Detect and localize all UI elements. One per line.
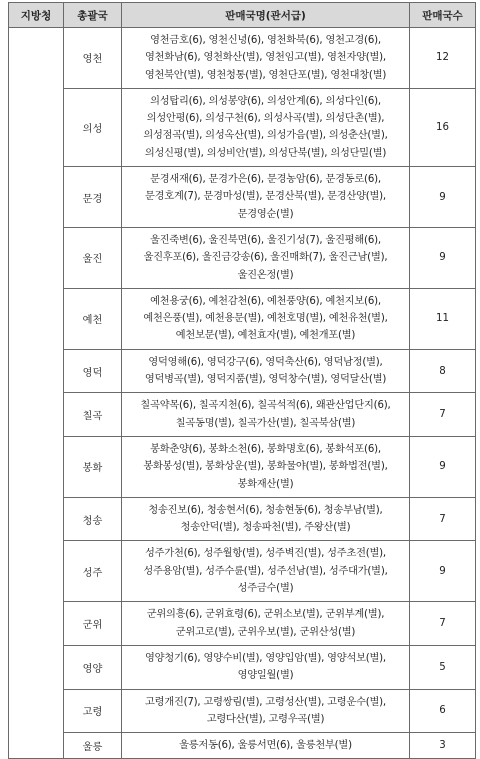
sellers-cell [122,288,410,349]
seller-line: 의성탑리(6), 의성봉양(6), 의성안계(6), 의성다인(6), [150,95,381,107]
count-cell: 16 [410,88,476,166]
seller-line: 의성점곡(별), 의성옥산(별), 의성가음(별), 의성춘산(별), [143,130,388,142]
sellers-cell [122,393,410,437]
count-cell: 9 [410,436,476,497]
count-cell: 6 [410,689,476,733]
seller-line: 영덕병곡(별), 영덕지품(별), 영덕창수(별), 영덕달산(별) [144,374,387,386]
seller-line: 봉화춘양(6), 봉화소천(6), 봉화명호(6), 봉화석포(6), [150,443,381,455]
sellers-cell [122,227,410,288]
seller-line: 영천북안(별), 영천청통(별), 영천단포(별), 영천대창(별) [144,69,387,81]
table-row [9,28,476,89]
seller-line: 고령개진(7), 고령쌍림(별), 고령성산(별), 고령운수(별), [145,696,386,708]
table-row [9,393,476,437]
office-cell: 의성 [64,88,122,166]
seller-line: 봉화봉성(별), 봉화상운(별), 봉화물야(별), 봉화법전(별), [143,461,388,473]
office-cell: 영양 [64,645,122,689]
count-cell: 5 [410,645,476,689]
seller-line: 예천보문(별), 예천효자(별), 예천개포(별) [175,330,356,342]
sellers-cell [122,436,410,497]
sales-office-table-container [8,2,475,759]
table-header-row [9,3,476,28]
office-cell: 영덕 [64,349,122,393]
table-row [9,349,476,393]
seller-line: 영천금호(6), 영천신녕(6), 영천화북(6), 영천고경(6), [150,35,381,46]
seller-line: 청송안덕(별), 청송파천(별), 주왕산(별) [180,522,351,534]
count-cell: 9 [410,227,476,288]
sellers-cell [122,602,410,646]
seller-line: 칠곡동명(별), 칠곡가산(별), 칠곡북삼(별) [175,417,356,429]
seller-line: 영천화남(6), 영천화산(별), 영천임고(별), 영천자양(별), [145,52,386,64]
seller-line: 봉화재산(별) [237,478,294,490]
sellers-cell [122,349,410,393]
seller-line: 군위고로(별), 군위우보(별), 군위산성(별) [175,626,356,638]
table-row [9,288,476,349]
seller-line: 문경호계(7), 문경마성(별), 문경산북(별), 문경산양(별), [145,191,386,203]
seller-line: 문경새재(6), 문경가은(6), 문경농암(6), 문경동로(6), [150,174,381,186]
seller-line: 성주금수(별) [237,583,294,595]
count-cell: 12 [410,28,476,89]
seller-line: 의성안평(6), 의성구천(6), 의성사곡(별), 의성단촌(별), [146,113,385,125]
count-cell: 9 [410,541,476,602]
office-cell: 청송 [64,497,122,541]
region-cell [9,28,64,759]
sellers-cell [122,167,410,228]
count-cell: 3 [410,733,476,759]
seller-line: 성주용암(별), 성주수륜(별), 성주선남(별), 성주대가(별), [143,565,388,577]
office-cell: 문경 [64,167,122,228]
table-row [9,167,476,228]
sellers-cell [122,645,410,689]
table-row [9,497,476,541]
table-row [9,733,476,759]
seller-line: 영양일월(별) [237,670,294,682]
seller-line: 문경영순(별) [237,208,294,220]
office-cell: 울진 [64,227,122,288]
header-count: 판매국수 [410,3,476,28]
seller-line: 고령다산(별), 고령우곡(별) [206,713,325,725]
sellers-cell [122,689,410,733]
count-cell: 8 [410,349,476,393]
office-cell: 울릉 [64,733,122,759]
seller-line: 칠곡약목(6), 칠곡지천(6), 칠곡석적(6), 왜관산업단지(6), [140,400,391,412]
sellers-cell [122,541,410,602]
count-cell: 7 [410,497,476,541]
table-row [9,88,476,166]
office-cell: 군위 [64,602,122,646]
header-office: 총괄국 [64,3,122,28]
header-sellers: 판매국명(관서급) [122,3,410,28]
table-row [9,541,476,602]
table-body [9,28,476,759]
office-cell: 영천 [64,28,122,89]
seller-line: 예천용궁(6), 예천감천(6), 예천풍양(6), 예천지보(6), [150,295,381,307]
seller-line: 영덕영해(6), 영덕강구(6), 영덕축산(6), 영덕남정(별), [148,356,383,368]
office-cell: 예천 [64,288,122,349]
seller-line: 성주가천(6), 성주월항(별), 성주벽진(별), 성주초전(별), [145,548,386,560]
header-region: 지방청 [9,3,64,28]
count-cell: 9 [410,167,476,228]
seller-line: 군위의흥(6), 군위효령(6), 군위소보(별), 군위부계(별), [146,609,385,621]
office-cell: 칠곡 [64,393,122,437]
seller-line: 울진후포(6), 울진금강송(6), 울진매화(7), 울진근남(별), [143,252,388,264]
office-cell: 봉화 [64,436,122,497]
count-cell: 7 [410,602,476,646]
count-cell: 7 [410,393,476,437]
sellers-cell [122,733,410,759]
table-row [9,436,476,497]
seller-line: 청송진보(6), 청송현서(6), 청송현동(6), 청송부남(별), [148,504,383,516]
office-cell: 성주 [64,541,122,602]
seller-line: 울진죽변(6), 울진북면(6), 울진기성(7), 울진평해(6), [150,234,381,246]
sellers-cell [122,28,410,89]
office-cell: 고령 [64,689,122,733]
table-row [9,227,476,288]
sellers-cell [122,497,410,541]
table-row [9,689,476,733]
seller-line: 영양청기(6), 영양수비(별), 영양입암(별), 영양석보(별), [145,652,386,664]
sellers-cell [122,88,410,166]
sales-office-table [8,2,476,759]
seller-line: 울진온정(별) [237,269,294,281]
table-row [9,602,476,646]
seller-line: 울릉저동(6), 울릉서면(6), 울릉천부(별) [179,740,352,752]
seller-line: 예천은풍(별), 예천용문(별), 예천호명(별), 예천유천(별), [143,313,388,325]
count-cell: 11 [410,288,476,349]
table-row [9,645,476,689]
seller-line: 의성신평(별), 의성비안(별), 의성단북(별), 의성단밀(별) [144,147,387,159]
